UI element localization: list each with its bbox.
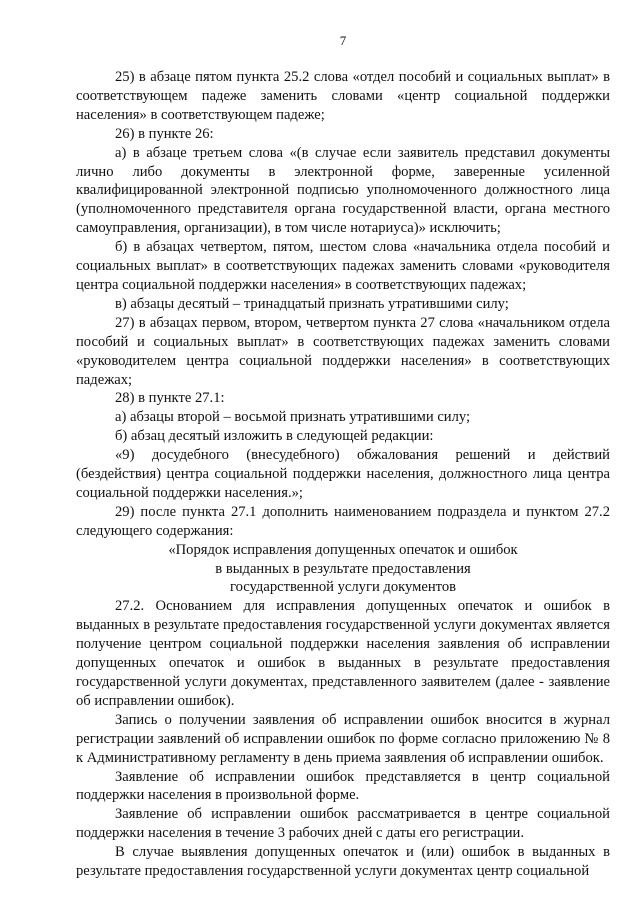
paragraph-item-27: 27) в абзацах первом, втором, четвертом пункта 27 слова «начальником отдела пособий и социальных выплат» в соответствующих падежах заменить словами «руководителем центра социальной поддержки населения» в соответствующих падежах; — [76, 314, 610, 388]
paragraph-journal-entry: Запись о получении заявления об исправлении ошибок вносится в журнал регистрации заявлений об исправлении ошибок по форме согласно приложению № 8 к Административному регламенту в день приема заявления об исправлении ошибок. — [76, 711, 610, 766]
paragraph-review-period: Заявление об исправлении ошибок рассматривается в центре социальной поддержки населения в течение 3 рабочих дней с даты его регистрации. — [76, 806, 610, 842]
paragraph-item-25: 25) в абзаце пятом пункта 25.2 слова «отдел пособий и социальных выплат» в соответствующем падеже заменить словами «центр социальной поддержки населения» в соответствующем падеже; — [76, 69, 610, 123]
paragraph-item-27-2: 27.2. Основанием для исправления допущенных опечаток и ошибок в выданных в результате предоставления государственной услуги документах является получение центром социальной поддержки населения заявления об исправлении допущенных опечаток и ошибок в выданных в результате предоставления государственной услуги документах, представленного заявителем (далее - заявление об исправлении ошибок). — [76, 598, 610, 709]
document-page — [76, 33, 610, 881]
paragraph-item-28: 28) в пункте 27.1: — [115, 390, 225, 407]
paragraph-item-28b: б) абзац десятый изложить в следующей редакции: — [115, 428, 434, 445]
heading-line-2: в выданных в результате предоставления — [215, 560, 471, 577]
paragraph-item-26: 26) в пункте 26: — [115, 125, 214, 142]
paragraph-item-28a: а) абзацы второй – восьмой признать утратившими силу; — [115, 409, 471, 426]
page-number: 7 — [339, 33, 347, 48]
paragraph-errors-found: В случае выявления допущенных опечаток и (или) ошибок в выданных в результате предоставления государственной услуги документах центр социальной — [76, 844, 610, 880]
subsection-heading — [76, 541, 610, 598]
paragraph-free-form: Заявление об исправлении ошибок представляется в центр социальной поддержки населения в произвольной форме. — [76, 768, 610, 804]
paragraph-item-26a: а) в абзаце третьем слова «(в случае если заявитель представил документы лично либо документы в электронной форме, заверенные усиленной квалифицированной электронной подписью уполномоченного должностного лица (уполномоченного представителя органа государственной власти, органа местного самоуправления, организации), в том числе нотариуса)» исключить; — [76, 144, 610, 237]
paragraph-quote-item-9: «9) досудебного (внесудебного) обжалования решений и действий (бездействия) центра социальной поддержки населения, должностного лица центра социальной поддержки населения.»; — [76, 447, 610, 501]
paragraph-item-26b: б) в абзацах четвертом, пятом, шестом слова «начальника отдела пособий и социальных выплат» в соответствующих падежах заменить словами «руководителя центра социальной поддержки населения» в соответствующих падежах; — [76, 239, 610, 293]
heading-line-1: «Порядок исправления допущенных опечаток и ошибок — [168, 541, 518, 558]
heading-line-3: государственной услуги документов — [229, 579, 457, 596]
paragraph-item-26v: в) абзацы десятый – тринадцатый признать утратившими силу; — [115, 295, 509, 312]
paragraph-item-29: 29) после пункта 27.1 дополнить наименованием подраздела и пунктом 27.2 следующего содержания: — [76, 503, 610, 539]
